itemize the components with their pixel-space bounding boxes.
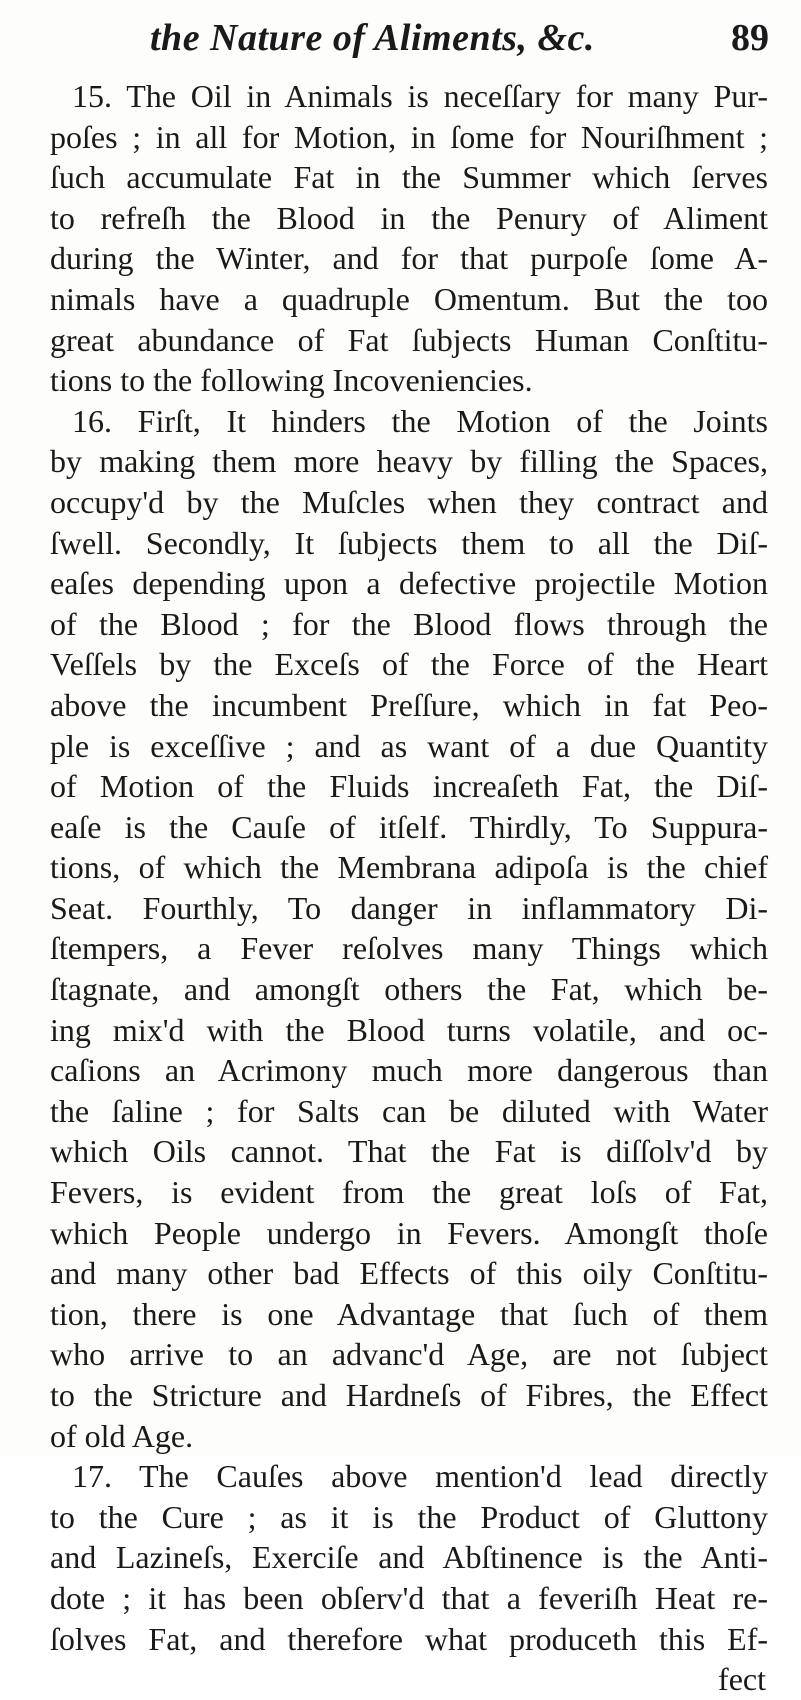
- text-line: Veſſels by the Exceſs of the Force of the Heart: [50, 646, 768, 683]
- text-line: of Motion of the Fluids increaſeth Fat, the Diſ-: [50, 768, 768, 805]
- text-line: ſtagnate, and amongſt others the Fat, which be-: [50, 971, 768, 1008]
- text-line: ing mix'd with the Blood turns volatile, and oc-: [50, 1011, 768, 1048]
- text-line: ſtempers, a Fever reſolves many Things which: [50, 930, 768, 967]
- text-line: to refreſh the Blood in the Penury of Aliment: [50, 199, 768, 236]
- text-line: tion, there is one Advantage that ſuch of them: [50, 1295, 768, 1332]
- text-line: dote ; it has been obſerv'd that a feveriſh Heat re-: [50, 1579, 768, 1616]
- body-text: [50, 76, 768, 1700]
- text-line: during the Winter, and for that purpoſe ſome A-: [50, 240, 768, 277]
- text-line: eaſe is the Cauſe of itſelf. Thirdly, To Suppura-: [50, 808, 768, 845]
- text-line: 15. The Oil in Animals is neceſſary for many Pur-: [72, 78, 768, 114]
- text-line: of old Age.: [50, 1417, 194, 1454]
- text-line: Seat. Fourthly, To danger in inflammatory Di-: [50, 889, 768, 926]
- text-line: ſuch accumulate Fat in the Summer which ſerves: [50, 159, 768, 196]
- text-line: ſwell. Secondly, It ſubjects them to all the Diſ-: [50, 524, 768, 561]
- text-line: which People undergo in Fevers. Amongſt thoſe: [50, 1214, 768, 1251]
- text-line: caſions an Acrimony much more dangerous than: [50, 1052, 768, 1089]
- running-head: [0, 10, 801, 70]
- text-line: of the Blood ; for the Blood flows through the: [50, 605, 768, 642]
- text-line: above the incumbent Preſſure, which in fat Peo-: [50, 686, 768, 723]
- text-line: and Lazineſs, Exerciſe and Abſtinence is the Anti-: [50, 1539, 768, 1576]
- text-line: and many other bad Effects of this oily Conſtitu-: [50, 1255, 768, 1292]
- text-line: tions, of which the Membrana adipoſa is the chief: [50, 849, 768, 886]
- text-line: ple is exceſſive ; and as want of a due Quantity: [50, 727, 768, 764]
- text-line: occupy'd by the Muſcles when they contract and: [50, 483, 768, 520]
- text-line: eaſes depending upon a defective projectile Motion: [50, 565, 768, 602]
- text-line: great abundance of Fat ſubjects Human Conſtitu-: [50, 321, 768, 358]
- text-line: 16. Firſt, It hinders the Motion of the Joints: [72, 402, 768, 439]
- text-line: to the Stricture and Hardneſs of Fibres, the Effect: [50, 1377, 768, 1413]
- text-line: the ſaline ; for Salts can be diluted with Water: [50, 1092, 768, 1129]
- running-title: the Nature of Aliments, &c.: [150, 17, 595, 59]
- catchword: fect: [718, 1661, 766, 1698]
- page-number: 89: [731, 17, 769, 59]
- text-line: which Oils cannot. That the Fat is diſſolv'd by: [50, 1133, 768, 1170]
- text-line: tions to the following Incoveniencies.: [50, 362, 533, 399]
- text-line: poſes ; in all for Motion, in ſome for Nouriſhment ;: [50, 118, 768, 155]
- text-line: who arrive to an advanc'd Age, are not ſubject: [50, 1336, 768, 1373]
- text-line: by making them more heavy by filling the Spaces,: [50, 443, 768, 480]
- text-line: Fevers, is evident from the great loſs of Fat,: [50, 1174, 768, 1211]
- text-line: to the Cure ; as it is the Product of Gluttony: [50, 1498, 768, 1535]
- text-line: nimals have a quadruple Omentum. But the too: [50, 280, 768, 317]
- text-line: ſolves Fat, and therefore what produceth this Ef-: [50, 1620, 768, 1657]
- text-line: 17. The Cauſes above mention'd lead directly: [72, 1458, 768, 1495]
